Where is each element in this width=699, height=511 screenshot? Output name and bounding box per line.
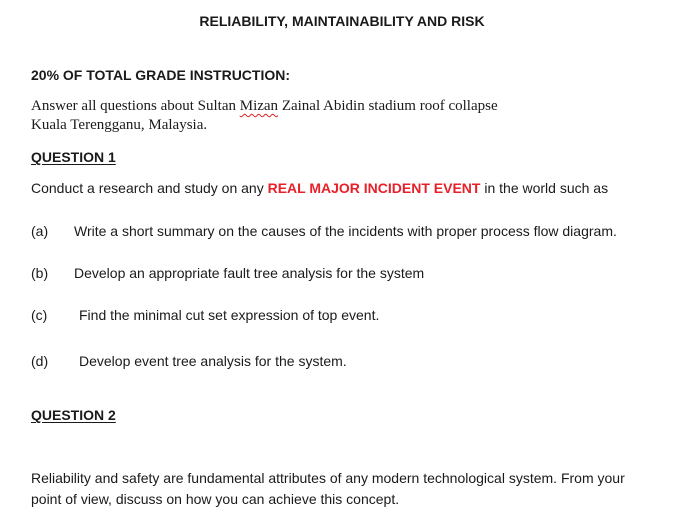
item-d-label: (d) [31,353,49,369]
document-title: RELIABILITY, MAINTAINABILITY AND RISK [199,13,485,29]
item-b-label: (b) [31,265,49,281]
question-2-line-1: Reliability and safety are fundamental attributes of any modern technological system. From your [31,470,625,486]
question-1-intro [31,179,608,197]
question-2-line-2: point of view, discuss on how you can achieve this concept. [31,491,400,507]
instruction-line-2: Kuala Terengganu, Malaysia. [31,117,208,133]
question-2-heading: QUESTION 2 [31,407,116,423]
question-1-intro-end: in the world such as [480,180,609,196]
item-c-text: Find the minimal cut set expression of top event. [79,307,380,323]
instruction-line-1-end: Zainal Abidin stadium roof collapse [278,98,498,114]
question-1-heading: QUESTION 1 [31,149,116,165]
instruction-line-1-start: Answer all questions about Sultan [31,98,240,114]
question-1-intro-start: Conduct a research and study on any [31,180,268,196]
instruction-line-1 [31,97,498,116]
highlighted-phrase: REAL MAJOR INCIDENT EVENT [267,180,481,196]
item-c-label: (c) [31,307,48,323]
item-d-text: Develop event tree analysis for the system. [79,353,347,369]
item-b-text: Develop an appropriate fault tree analysis for the system [74,265,425,281]
spellcheck-flagged-word[interactable]: Mizan [239,98,279,114]
item-a-label: (a) [31,223,49,239]
instruction-heading: 20% OF TOTAL GRADE INSTRUCTION: [31,67,291,83]
item-a-text: Write a short summary on the causes of the incidents with proper process flow diagram. [74,223,617,239]
